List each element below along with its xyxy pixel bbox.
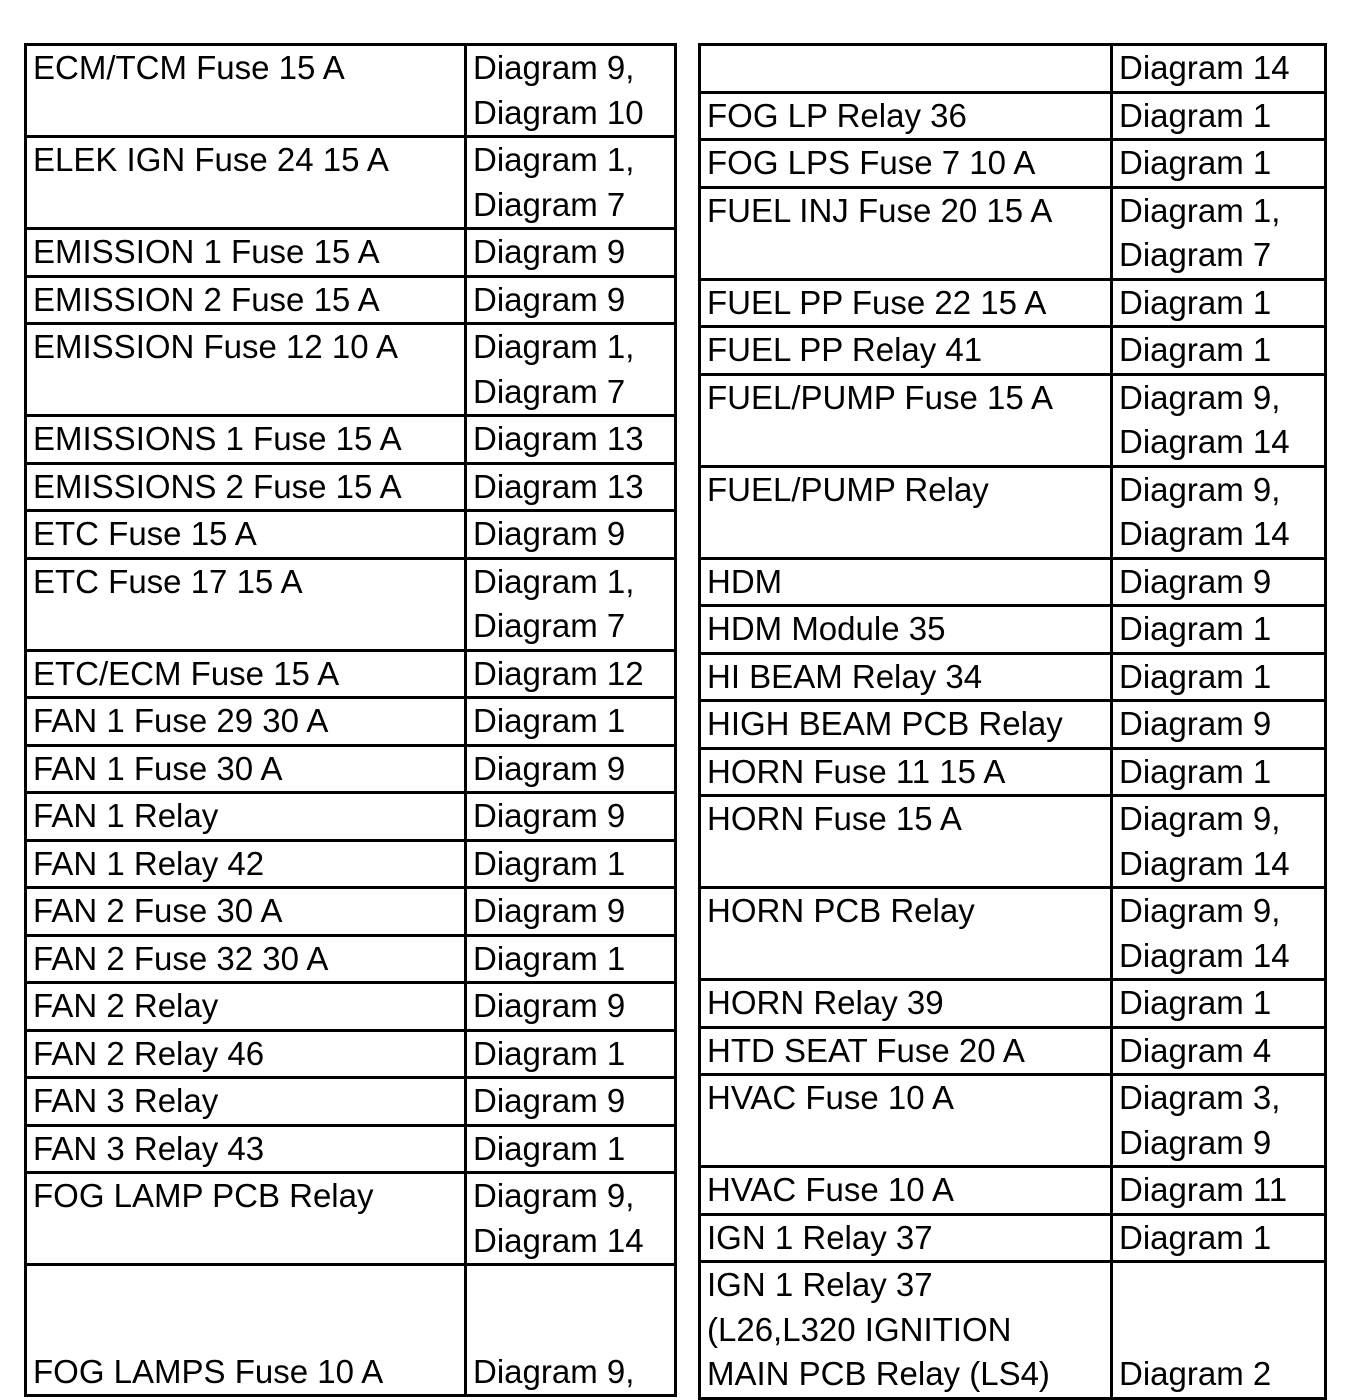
component-cell <box>700 888 1112 980</box>
component-name <box>707 46 1110 91</box>
component-name: ETC/ECM Fuse 15 A <box>33 654 340 692</box>
diagram-ref-cell <box>1112 45 1326 93</box>
component-name: HORN Fuse 15 A <box>707 800 962 837</box>
diagram-ref: Diagram 14 <box>1119 844 1290 882</box>
table-row <box>26 745 676 793</box>
component-name: HVAC Fuse 10 A <box>707 1079 955 1116</box>
diagram-ref: Diagram 4 <box>1119 1031 1272 1069</box>
table-row <box>700 796 1326 888</box>
diagram-ref-cell <box>466 1173 676 1265</box>
diagram-ref: Diagram 9 <box>1119 705 1272 742</box>
diagram-ref-cell <box>1112 1075 1326 1167</box>
component-cell <box>700 558 1112 606</box>
diagram-ref-cell <box>1112 279 1326 327</box>
component-cell <box>700 653 1112 701</box>
component-name: FOG LPS Fuse 7 10 A <box>707 144 1036 181</box>
component-cell <box>26 463 466 511</box>
diagram-ref-cell <box>1112 327 1326 375</box>
diagram-ref: Diagram 7 <box>473 372 626 410</box>
table-row <box>26 45 676 137</box>
component-name: FUEL PP Fuse 22 15 A <box>707 283 1047 321</box>
table-row <box>700 45 1326 93</box>
diagram-ref: Diagram 9 <box>473 749 626 787</box>
table-row <box>700 1075 1326 1167</box>
component-name: FAN 1 Relay <box>33 797 219 834</box>
diagram-ref: Diagram 1 <box>473 844 626 882</box>
diagram-ref-cell <box>466 698 676 746</box>
diagram-ref: Diagram 12 <box>473 654 644 692</box>
component-name: ETC Fuse 15 A <box>33 515 257 552</box>
table-row <box>700 92 1326 140</box>
table-row <box>26 1030 676 1078</box>
table-row <box>26 511 676 559</box>
component-name: FAN 2 Fuse 32 30 A <box>33 939 329 977</box>
diagram-ref: Diagram 1 <box>1119 144 1272 181</box>
diagram-ref-cell <box>466 650 676 698</box>
component-name: HDM Module 35 <box>707 610 946 647</box>
diagram-ref: Diagram 9, <box>473 1352 635 1390</box>
component-name: (L26,L320 IGNITION <box>707 1310 1012 1348</box>
table-row <box>700 187 1326 279</box>
diagram-ref-cell <box>1112 606 1326 654</box>
diagram-ref: Diagram 1 <box>473 702 626 739</box>
diagram-ref-cell <box>466 793 676 841</box>
diagram-ref-cell <box>466 416 676 464</box>
component-cell <box>26 1125 466 1173</box>
table-row <box>700 980 1326 1028</box>
table-row <box>700 701 1326 749</box>
table-row <box>26 888 676 936</box>
diagram-ref-cell <box>1112 796 1326 888</box>
diagram-ref: Diagram 14 <box>1119 515 1290 552</box>
table-row <box>700 888 1326 980</box>
index-table-right <box>698 43 1327 1400</box>
component-name: FAN 3 Relay <box>33 1082 219 1119</box>
diagram-ref: Diagram 9 <box>473 1082 626 1119</box>
diagram-ref-cell <box>1112 748 1326 796</box>
component-cell <box>26 276 466 324</box>
diagram-ref: Diagram 14 <box>1119 936 1290 974</box>
diagram-ref-cell <box>466 45 676 137</box>
component-name: MAIN PCB Relay (LS4) <box>707 1355 1050 1392</box>
table-row <box>700 140 1326 188</box>
diagram-ref: Diagram 10 <box>473 93 644 131</box>
component-name: IGN 1 Relay 37 <box>707 1218 933 1256</box>
diagram-ref: Diagram 1 <box>1119 984 1272 1021</box>
diagram-ref: Diagram 14 <box>1119 49 1290 86</box>
table-row <box>26 793 676 841</box>
diagram-ref-cell <box>1112 701 1326 749</box>
component-name: FOG LAMPS Fuse 10 A <box>33 1352 384 1390</box>
diagram-ref-cell <box>1112 1262 1326 1399</box>
diagram-ref-cell <box>466 511 676 559</box>
component-name: HORN Relay 39 <box>707 984 944 1021</box>
diagram-ref-cell <box>466 229 676 277</box>
component-cell <box>26 229 466 277</box>
diagram-ref: Diagram 9, <box>473 1177 635 1214</box>
diagram-ref: Diagram 1 <box>1119 1218 1272 1256</box>
component-name: FAN 1 Relay 42 <box>33 844 265 882</box>
component-name: FOG LAMP PCB Relay <box>33 1177 374 1214</box>
table-row <box>26 840 676 888</box>
component-cell <box>26 416 466 464</box>
component-cell <box>26 793 466 841</box>
component-name: FOG LP Relay 36 <box>707 96 967 134</box>
component-cell <box>700 374 1112 466</box>
component-cell <box>26 511 466 559</box>
component-name: HI BEAM Relay 34 <box>707 657 983 695</box>
diagram-ref: Diagram 1 <box>1119 610 1272 647</box>
component-name: EMISSION 2 Fuse 15 A <box>33 280 380 318</box>
diagram-ref: Diagram 9 <box>1119 562 1272 600</box>
diagram-ref-cell <box>466 463 676 511</box>
component-name: EMISSIONS 1 Fuse 15 A <box>33 420 402 457</box>
diagram-ref: Diagram 9 <box>1119 1123 1272 1161</box>
component-cell <box>700 1167 1112 1215</box>
component-cell <box>700 1075 1112 1167</box>
component-cell <box>700 606 1112 654</box>
component-cell <box>700 140 1112 188</box>
component-name: ECM/TCM Fuse 15 A <box>33 49 345 86</box>
diagram-ref-cell <box>1112 466 1326 558</box>
table-row <box>26 416 676 464</box>
index-page <box>24 43 1324 1392</box>
diagram-ref: Diagram 14 <box>473 1221 644 1259</box>
diagram-ref-cell <box>1112 1167 1326 1215</box>
diagram-ref: Diagram 9 <box>473 987 626 1024</box>
table-row <box>26 229 676 277</box>
diagram-ref-cell <box>1112 1214 1326 1262</box>
diagram-ref: Diagram 1, <box>473 562 635 600</box>
diagram-ref-cell <box>1112 888 1326 980</box>
component-name: HORN Fuse 11 15 A <box>707 752 1006 790</box>
component-cell <box>700 980 1112 1028</box>
component-name: FUEL PP Relay 41 <box>707 331 983 368</box>
diagram-ref-cell <box>466 137 676 229</box>
table-row <box>26 698 676 746</box>
table-row <box>700 1167 1326 1215</box>
component-cell <box>26 558 466 650</box>
component-name: HVAC Fuse 10 A <box>707 1171 955 1208</box>
diagram-ref-cell <box>1112 1027 1326 1075</box>
component-name: ETC Fuse 17 15 A <box>33 562 303 600</box>
component-cell <box>26 45 466 137</box>
diagram-ref-cell <box>466 1125 676 1173</box>
component-cell <box>700 796 1112 888</box>
diagram-ref: Diagram 1 <box>1119 96 1272 134</box>
diagram-ref-cell <box>1112 92 1326 140</box>
diagram-ref-cell <box>1112 374 1326 466</box>
diagram-ref-cell <box>1112 187 1326 279</box>
diagram-ref: Diagram 13 <box>473 467 644 505</box>
index-table-right-body <box>700 45 1326 1399</box>
component-cell <box>26 935 466 983</box>
component-cell <box>26 1030 466 1078</box>
component-name: ELEK IGN Fuse 24 15 A <box>33 141 389 178</box>
component-name: HTD SEAT Fuse 20 A <box>707 1031 1025 1069</box>
table-row <box>700 606 1326 654</box>
table-row <box>26 137 676 229</box>
component-name: HDM <box>707 562 783 600</box>
table-row <box>700 748 1326 796</box>
diagram-ref: Diagram 9 <box>473 280 626 318</box>
component-name: EMISSION 1 Fuse 15 A <box>33 233 380 270</box>
table-row <box>26 1078 676 1126</box>
diagram-ref: Diagram 1 <box>1119 331 1272 368</box>
diagram-ref: Diagram 1 <box>473 1129 626 1167</box>
diagram-ref: Diagram 1 <box>1119 283 1272 321</box>
diagram-ref: Diagram 1 <box>1119 657 1272 695</box>
diagram-ref: Diagram 1, <box>1119 191 1281 229</box>
component-cell <box>700 187 1112 279</box>
component-cell <box>26 888 466 936</box>
diagram-ref: Diagram 7 <box>1119 236 1272 273</box>
component-cell <box>700 748 1112 796</box>
component-name: FAN 1 Fuse 29 30 A <box>33 702 329 739</box>
table-row <box>700 1027 1326 1075</box>
diagram-ref: Diagram 9 <box>473 892 626 929</box>
component-cell <box>700 1214 1112 1262</box>
component-cell <box>26 1078 466 1126</box>
component-name: FAN 1 Fuse 30 A <box>33 749 283 787</box>
component-name: HIGH BEAM PCB Relay <box>707 705 1063 742</box>
table-row <box>26 983 676 1031</box>
diagram-ref: Diagram 7 <box>473 607 626 644</box>
component-name: FAN 2 Relay <box>33 987 219 1024</box>
diagram-ref-cell <box>466 1078 676 1126</box>
diagram-ref: Diagram 9, <box>1119 800 1281 837</box>
component-cell <box>26 745 466 793</box>
diagram-ref: Diagram 1 <box>473 1034 626 1072</box>
diagram-ref-cell <box>1112 140 1326 188</box>
component-name: FUEL/PUMP Relay <box>707 470 989 508</box>
component-name: HORN PCB Relay <box>707 892 975 929</box>
diagram-ref-cell <box>466 276 676 324</box>
diagram-ref: Diagram 14 <box>1119 423 1290 460</box>
diagram-ref-cell <box>466 983 676 1031</box>
diagram-ref: Diagram 9, <box>1119 892 1281 929</box>
diagram-ref: Diagram 1, <box>473 328 635 365</box>
diagram-ref: Diagram 1 <box>473 939 626 977</box>
table-row <box>700 1214 1326 1262</box>
diagram-ref-cell <box>466 1030 676 1078</box>
component-cell <box>26 324 466 416</box>
diagram-ref: Diagram 3, <box>1119 1079 1281 1116</box>
table-row <box>26 1173 676 1265</box>
component-cell <box>700 45 1112 93</box>
index-table-left-body <box>26 45 676 1396</box>
diagram-ref: Diagram 7 <box>473 185 626 223</box>
component-cell <box>700 1262 1112 1399</box>
table-row <box>700 558 1326 606</box>
diagram-ref: Diagram 9, <box>1119 378 1281 416</box>
component-name: FAN 3 Relay 43 <box>33 1129 265 1167</box>
diagram-ref: Diagram 9, <box>1119 470 1281 508</box>
diagram-ref: Diagram 13 <box>473 420 644 457</box>
component-cell <box>700 1027 1112 1075</box>
diagram-ref: Diagram 9 <box>473 797 626 834</box>
component-name: FAN 2 Relay 46 <box>33 1034 265 1072</box>
component-name: FUEL INJ Fuse 20 15 A <box>707 191 1053 229</box>
component-cell <box>700 701 1112 749</box>
diagram-ref: Diagram 9 <box>473 515 626 552</box>
diagram-ref-cell <box>466 935 676 983</box>
component-cell <box>700 466 1112 558</box>
table-row <box>700 466 1326 558</box>
table-row <box>700 327 1326 375</box>
component-cell <box>26 698 466 746</box>
diagram-ref: Diagram 9 <box>473 233 626 270</box>
index-table-left <box>24 43 677 1397</box>
component-name: FAN 2 Fuse 30 A <box>33 892 283 929</box>
table-row <box>700 1262 1326 1399</box>
diagram-ref: Diagram 1, <box>473 141 635 178</box>
table-row <box>26 650 676 698</box>
table-row <box>700 653 1326 701</box>
diagram-ref-cell <box>1112 653 1326 701</box>
component-name: EMISSIONS 2 Fuse 15 A <box>33 467 402 505</box>
component-name: IGN 1 Relay 37 <box>707 1266 933 1303</box>
diagram-ref: Diagram 1 <box>1119 752 1272 790</box>
diagram-ref-cell <box>466 558 676 650</box>
diagram-ref: Diagram 2 <box>1119 1355 1272 1392</box>
component-cell <box>26 137 466 229</box>
diagram-ref-cell <box>466 324 676 416</box>
component-cell <box>26 1173 466 1265</box>
diagram-ref-cell <box>1112 558 1326 606</box>
table-row <box>26 935 676 983</box>
component-cell <box>700 279 1112 327</box>
table-row <box>26 463 676 511</box>
table-row <box>26 276 676 324</box>
table-row <box>26 324 676 416</box>
table-row <box>26 1125 676 1173</box>
component-name: EMISSION Fuse 12 10 A <box>33 328 398 365</box>
component-cell <box>700 327 1112 375</box>
diagram-ref-cell <box>1112 980 1326 1028</box>
component-cell <box>26 650 466 698</box>
component-cell <box>700 92 1112 140</box>
diagram-ref-cell <box>466 840 676 888</box>
table-row <box>700 279 1326 327</box>
diagram-ref-cell <box>466 745 676 793</box>
table-row <box>700 374 1326 466</box>
diagram-ref-cell <box>466 888 676 936</box>
component-cell <box>26 840 466 888</box>
diagram-ref: Diagram 9, <box>473 49 635 86</box>
table-row <box>26 558 676 650</box>
component-cell <box>26 983 466 1031</box>
component-name: FUEL/PUMP Fuse 15 A <box>707 378 1054 416</box>
diagram-ref: Diagram 11 <box>1119 1171 1288 1208</box>
